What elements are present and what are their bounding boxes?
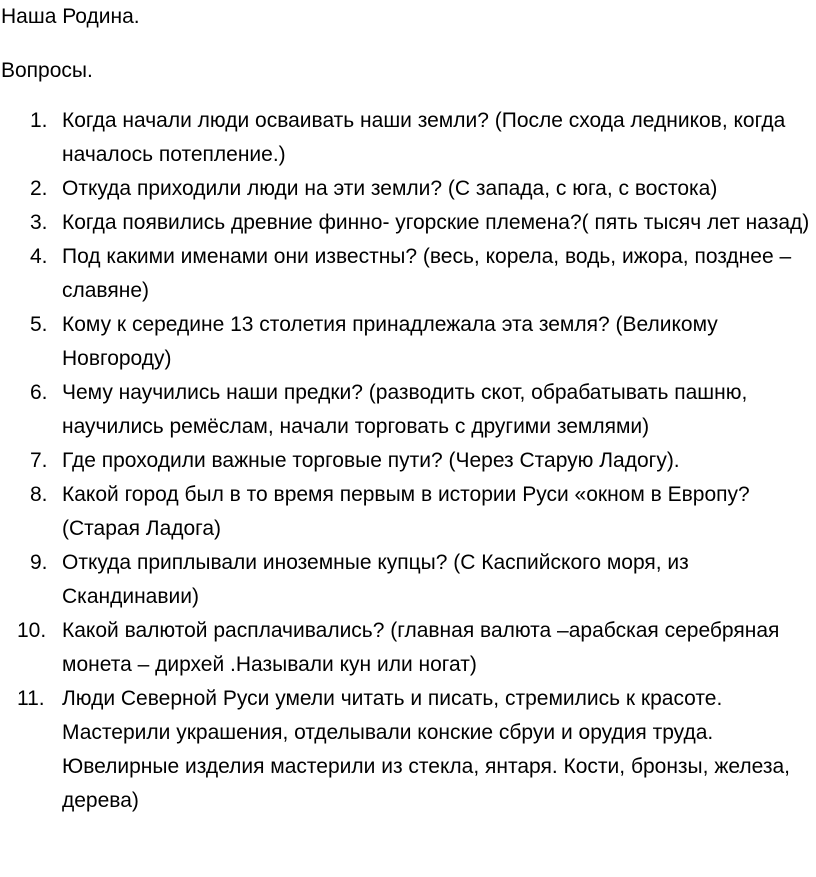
question-text: Какой город был в то время первым в истории Руси «окном в Европу?(Старая Ладога)	[62, 483, 750, 540]
document-subtitle: Вопросы.	[1, 59, 93, 82]
question-number: 4.	[30, 245, 48, 268]
question-text: Кому к середине 13 столетия принадлежала эта земля? (Великому Новгороду)	[62, 313, 718, 370]
question-text: Когда появились древние финно- угорские племена?( пять тысяч лет назад)	[62, 211, 810, 234]
question-item-1	[0, 104, 812, 172]
question-text: Какой валютой расплачивались? (главная валюта –арабская серебряная монета – дирхей .Называли кун или ногат)	[62, 619, 780, 676]
question-number: 9.	[30, 551, 48, 574]
question-number: 10.	[17, 619, 47, 642]
question-item-8	[0, 478, 812, 546]
question-number: 7.	[30, 449, 48, 472]
question-item-11	[0, 682, 812, 818]
question-text: Где проходили важные торговые пути? (Через Старую Ладогу).	[62, 449, 680, 472]
question-text: Чему научились наши предки? (разводить скот, обрабатывать пашню, научились ремёслам, начали торговать с другими землями)	[62, 381, 748, 438]
question-number: 11.	[17, 687, 45, 710]
questions-list	[0, 104, 812, 818]
question-number: 5.	[30, 313, 48, 336]
question-item-7	[0, 444, 812, 478]
question-text: Откуда приплывали иноземные купцы? (С Каспийского моря, из Скандинавии)	[62, 551, 689, 608]
question-item-10	[0, 614, 812, 682]
question-text: Под какими именами они известны? (весь, корела, водь, ижора, позднее –славяне)	[62, 245, 792, 302]
question-number: 3.	[30, 211, 48, 234]
question-text: Люди Северной Руси умели читать и писать, стремились к красоте. Мастерили украшения, отделывали конские сбруи и орудия труда. Ювелирные изделия мастерили из стекла, янтаря. Кости, бронзы, железа, дерева)	[62, 687, 790, 812]
document-title: Наша Родина.	[1, 5, 140, 28]
question-text: Когда начали люди осваивать наши земли? (После схода ледников, когда началось потепление.)	[62, 109, 786, 166]
question-item-2	[0, 172, 812, 206]
question-item-3	[0, 206, 812, 240]
question-text: Откуда приходили люди на эти земли? (С запада, с юга, с востока)	[62, 177, 718, 200]
question-number: 1.	[30, 109, 48, 132]
question-item-6	[0, 376, 812, 444]
question-item-4	[0, 240, 812, 308]
question-number: 8.	[30, 483, 48, 506]
question-number: 2.	[30, 177, 48, 200]
question-item-9	[0, 546, 812, 614]
question-number: 6.	[30, 381, 48, 404]
question-item-5	[0, 308, 812, 376]
